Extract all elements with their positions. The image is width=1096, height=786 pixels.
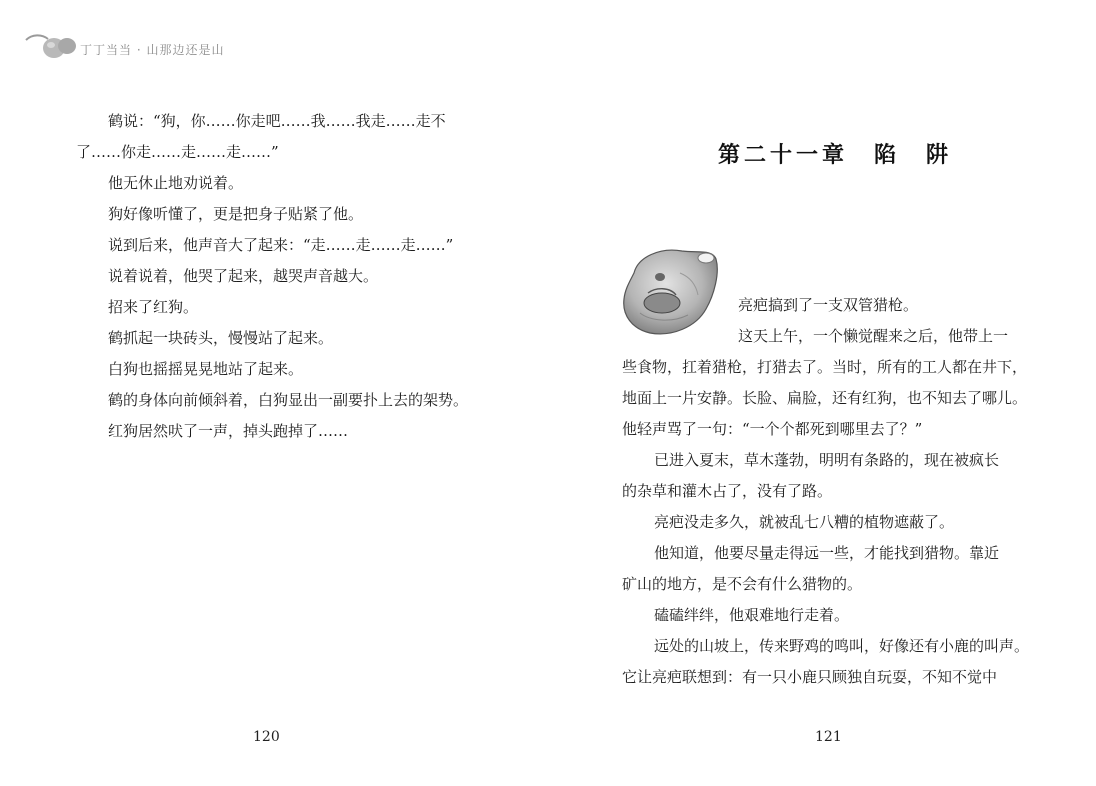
paragraph: 这天上午，一个懒觉醒来之后，他带上一 (738, 327, 1009, 345)
paragraph: 些食物，扛着猎枪，打猎去了。当时，所有的工人都在井下， (622, 358, 1028, 376)
paragraph: 说到后来，他声音大了起来：“走……走……走……” (108, 236, 454, 254)
paragraph: 的杂草和灌木占了，没有了路。 (622, 482, 833, 500)
paragraph: 它让亮疤联想到：有一只小鹿只顾独自玩耍，不知不觉中 (622, 668, 998, 686)
left-body-text (76, 106, 476, 447)
paragraph: 亮疤没走多久，就被乱七八糟的植物遮蔽了。 (654, 513, 955, 531)
paragraph: 远处的山坡上，传来野鸡的鸣叫，好像还有小鹿的叫声。 (654, 637, 1030, 655)
paragraph: 磕磕绊绊，他艰难地行走着。 (654, 606, 850, 624)
paragraph: 他轻声骂了一句：“一个个都死到哪里去了？” (622, 420, 923, 438)
paragraph: 白狗也摇摇晃晃地站了起来。 (108, 360, 304, 378)
paragraph: 鹤的身体向前倾斜着，白狗显出一副要扑上去的架势。 (108, 391, 469, 409)
paragraph: 说着说着，他哭了起来，越哭声音越大。 (108, 267, 379, 285)
paragraph: 狗好像听懂了，更是把身子贴紧了他。 (108, 205, 364, 223)
paragraph: 矿山的地方，是不会有什么猎物的。 (622, 575, 863, 593)
paragraph: 了……你走……走……走……” (76, 143, 279, 161)
paragraph: 鹤抓起一块砖头，慢慢站了起来。 (108, 329, 334, 347)
right-body-text (622, 290, 1032, 693)
page-number: 121 (815, 729, 842, 745)
paragraph: 招来了红狗。 (108, 298, 199, 316)
paragraph: 鹤说：“狗，你……你走吧……我……我走……走不 (108, 112, 446, 130)
page-number: 120 (253, 729, 280, 745)
paragraph: 他无休止地劝说着。 (108, 174, 244, 192)
paragraph: 已进入夏末，草木蓬勃，明明有条路的，现在被疯长 (654, 451, 1000, 469)
paragraph: 亮疤搞到了一支双管猎枪。 (738, 296, 919, 314)
chapter-title: 第二十一章 陷 阱 (718, 142, 953, 168)
paragraph: 红狗居然吠了一声，掉头跑掉了…… (108, 422, 349, 440)
paragraph: 他知道，他要尽量走得远一些，才能找到猎物。靠近 (654, 544, 1000, 562)
paragraph: 地面上一片安静。长脸、扁脸，还有红狗，也不知去了哪儿。 (622, 389, 1028, 407)
series-title: 丁丁当当 · 山那边还是山 (80, 43, 225, 57)
